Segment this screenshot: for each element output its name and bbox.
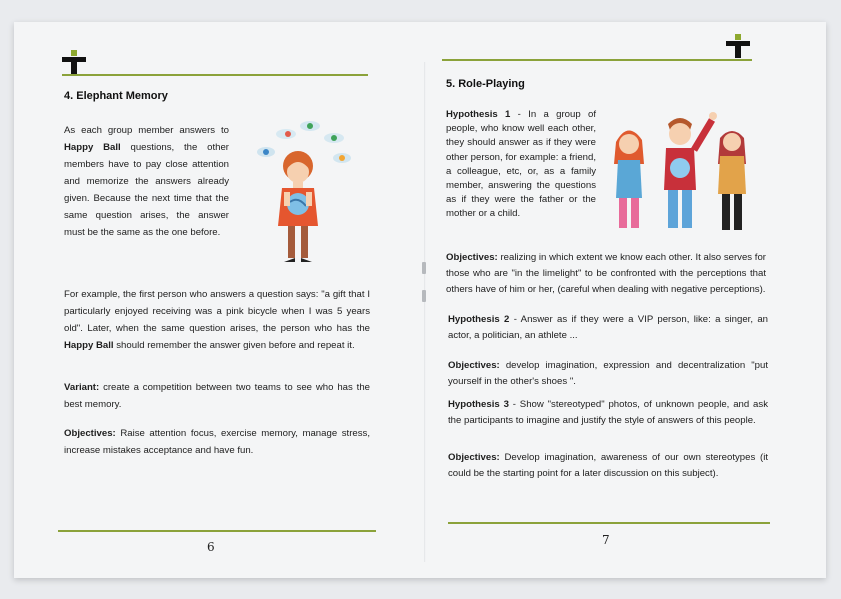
header-rule	[442, 59, 752, 61]
footer-rule	[448, 522, 770, 524]
page-number: 7	[602, 533, 610, 547]
example-paragraph: For example, the first person who answers a question says: "a gift that I particularly enjoyed receiving was a pink bicycle when I was 5 years old". Later, when the same question arises, the person who has the Happy Ball should remember the answer given before and repeat it.	[64, 289, 370, 351]
left-page	[14, 22, 424, 578]
variant-paragraph: Variant: create a competition between two teams to see who has the best memory.	[64, 382, 370, 410]
girl-juggling-illustration	[238, 116, 358, 266]
objectives-3-paragraph: Objectives: Develop imagination, awareness of our own stereotypes (it could be the starting point for a later discussion on this subject).	[448, 452, 768, 479]
objectives-1-paragraph: Objectives: realizing in which extent we know each other. It also serves for those who are "in the limelight" to be confronted with the perceptions that others have of him or her, (careful when dealing with negative perceptions).	[446, 252, 766, 295]
section-heading: 4. Elephant Memory	[64, 90, 168, 102]
hypothesis-2-paragraph: Hypothesis 2 - Answer as if they were a VIP person, like: a singer, an actor, a politician, an athlete ...	[448, 314, 768, 341]
hypothesis-3-paragraph: Hypothesis 3 - Show "stereotyped" photos, of unknown people, and ask the participants to imagine and justify the style of answers of this people.	[448, 399, 768, 426]
three-people-illustration	[608, 94, 758, 234]
header-rule	[62, 74, 368, 76]
logo-cross-icon	[62, 50, 86, 74]
footer-rule	[58, 530, 376, 532]
section-heading: 5. Role-Playing	[446, 78, 525, 90]
intro-paragraph: As each group member answers to Happy Ball questions, the other members have to pay close attention and memorize the answers already given. Because the next time that the same question arises, the answer must be the same as the one before.	[64, 125, 229, 238]
booklet-spread	[14, 22, 826, 578]
hypothesis-1-paragraph: Hypothesis 1 - In a group of people, who know well each other, they should answer as if they were other person, for example: a friend, a colleague, etc, or, as a family member, answering the questions as if they were the father or the mother or a child.	[446, 109, 596, 220]
logo-cross-icon	[726, 34, 750, 58]
page-number: 6	[207, 540, 215, 554]
right-page	[426, 22, 826, 578]
objectives-2-paragraph: Objectives: develop imagination, expression and decentralization "put yourself in the other's shoes ".	[448, 360, 768, 387]
objectives-paragraph: Objectives: Raise attention focus, exercise memory, manage stress, increase mistakes acceptance and have fun.	[64, 428, 370, 456]
